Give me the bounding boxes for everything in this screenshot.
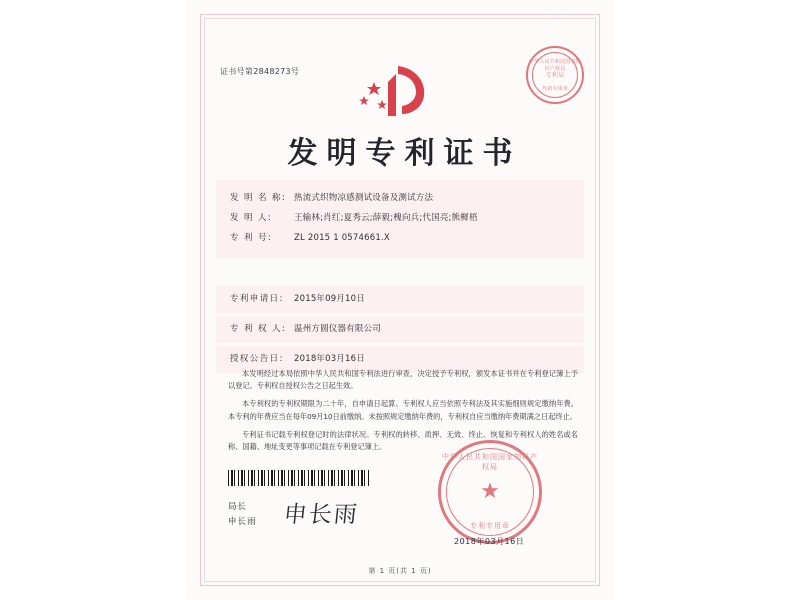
main-seal-bottom-text: 专利专用章 bbox=[470, 522, 510, 530]
field-row-inventors bbox=[216, 208, 584, 228]
body-paragraph-3: 专利证书记载专利权登记时的法律状况。专利权的转移、质押、无效、终止、恢复和专利权人的姓名或名称、国籍、地址变更等事项记载在专利登记簿上。 bbox=[228, 429, 578, 452]
meta-row-application-date bbox=[216, 286, 584, 313]
certificate-page bbox=[186, 0, 614, 600]
field-value: 王输林;肖红;夏秀云;薛毅;槐向兵;代国亮;熊樨梧 bbox=[294, 213, 478, 223]
field-label: 专 利 权 人: bbox=[230, 324, 287, 334]
field-value: 2015年09月10日 bbox=[294, 294, 365, 304]
handwritten-signature: 申长雨 bbox=[282, 502, 361, 528]
field-row-invention-name bbox=[216, 188, 584, 208]
signature-label-title: 局长 bbox=[228, 502, 248, 512]
body-paragraph-2: 本专利权的专利权期限为二十年，自申请日起算。专利权人应当依照专利法及其实施细则规定缴纳年费。本专利的年费应当在每年09月10日前缴纳。未按照规定缴纳年费的，专利权自应当缴纳年费期满之日起终止。 bbox=[228, 399, 578, 421]
barcode bbox=[228, 470, 370, 486]
field-value: 热流式织物凉感测试设备及测试方法 bbox=[294, 193, 434, 203]
field-value: 温州方圆仪器有限公司 bbox=[294, 324, 382, 334]
body-paragraph-1: 本发明经过本局依照中华人民共和国专利法进行审查，决定授予专利权，颁发本证书并在专利登记簿上予以登记。专利权自授权公告之日起生效。 bbox=[228, 369, 578, 391]
page-footer: 第 1 页(共 1 页) bbox=[368, 567, 432, 575]
patent-meta-rows bbox=[216, 286, 584, 376]
field-value: 2018年03月16日 bbox=[294, 354, 365, 364]
field-label: 发 明 名 称: bbox=[230, 193, 287, 203]
top-seal-line1: 中华人民共和国国家知识产权局 bbox=[528, 59, 581, 72]
patent-fields-block bbox=[216, 180, 584, 258]
main-seal-top-text: 中华人民共和国国家知识产权局 bbox=[442, 453, 538, 471]
seal-date: 2018年03月16日 bbox=[454, 537, 525, 546]
meta-row-patentee bbox=[216, 316, 584, 343]
top-seal-line2: 专利局 bbox=[545, 72, 565, 79]
signature-labels bbox=[228, 500, 257, 530]
patent-office-logo-icon bbox=[352, 60, 448, 122]
field-row-patent-number bbox=[216, 228, 584, 248]
field-label: 发 明 人: bbox=[230, 213, 273, 223]
top-seal-line3: 代初专用章 bbox=[541, 86, 568, 92]
signature-label-name: 申长雨 bbox=[228, 517, 257, 527]
star-icon: ★ bbox=[480, 479, 500, 504]
field-value: ZL 2015 1 0574661.X bbox=[294, 233, 390, 243]
field-label: 授权公告日: bbox=[230, 354, 284, 364]
field-label: 专 利 号: bbox=[230, 233, 273, 243]
certificate-number: 证书号第2848273号 bbox=[220, 67, 300, 76]
top-right-seal bbox=[526, 46, 584, 104]
field-label: 专利申请日: bbox=[230, 294, 284, 304]
certificate-body-text bbox=[228, 368, 578, 459]
national-patent-seal bbox=[438, 440, 542, 544]
page-title: 发明专利证书 bbox=[287, 136, 522, 171]
